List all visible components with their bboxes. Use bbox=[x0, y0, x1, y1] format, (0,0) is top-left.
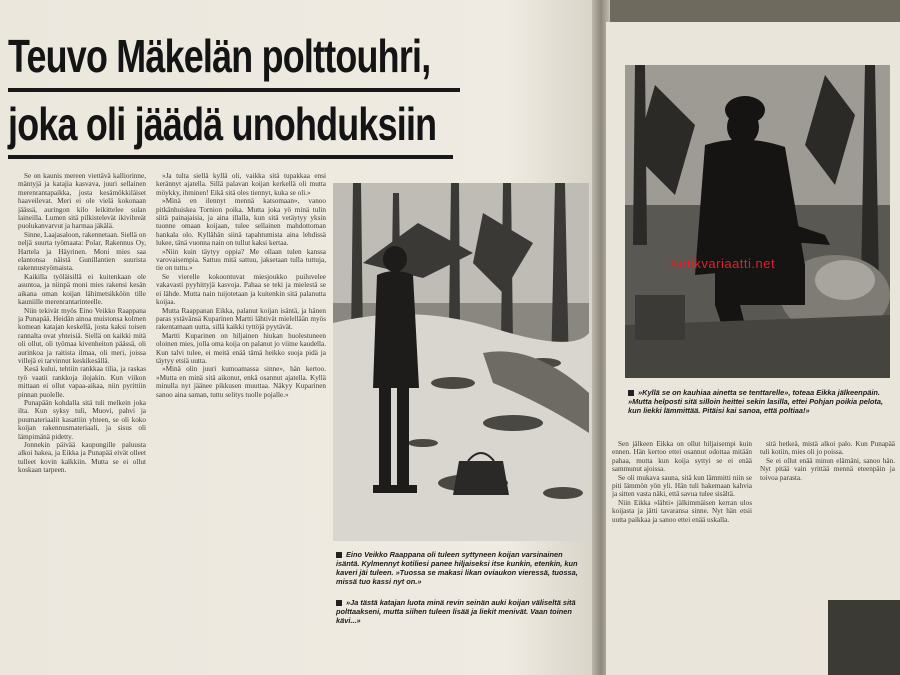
paragraph: Niin Eikka »lähti» jälkimmäisen kerran ulos koijasta ja jätti tavaransa sinne. Nyt hän etsii uutta paikkaa ja sanoo ettei enää uskalla. bbox=[612, 498, 752, 524]
paragraph: Se oli mukava sauna, sitä kun lämmitti niin se piti lämmön yön yli. Hän tuli hakemaan kahvia ja sitten vasta näki, että savua tulee sisältä. bbox=[612, 473, 752, 499]
paragraph: Kesä kului, tehtiin rankkaa tilia, ja raskas työ vaatii rankkoja ilojakin. Kun viikon mittaan ei ollut vapaa-aikaa, niin pyrittiin pinnan puolelle. bbox=[18, 365, 146, 399]
article-column-2 bbox=[156, 172, 326, 672]
paragraph: Niin tekivät myös Eino Veikko Raappana ja Punapää. Heidän ainoa muistonsa kolmen komean katajan keskellä, josta kaksi toisen rannalta ovat yhteisiä. Siellä on kaikki mitä oli ollut, oli työmaa kivenheiton päässä, oli aurinkoa ja raitista ilmaa, oli meri, joissa villejä ei tarvinnut keskikesällä. bbox=[18, 306, 146, 365]
paragraph: Punapään kohdalla sitä tuli melkein joka ilta. Kun syksy tuli, Muovi, pahvi ja puumateriaalit kasattiin yhteen, se oli koko koijan rakennusmateriaali, ja sisus oli lämpimänä pidetty. bbox=[18, 398, 146, 441]
paragraph: Sen jälkeen Eikka on ollut hiljaisempi kuin ennen. Hän kertoo ettei osannut odottaa mitään pahaa, mutta kun koija syttyi se ei enää sammunut ajoissa. bbox=[612, 440, 752, 474]
paragraph: »Ja tulta siellä kyllä oli, vaikka sitä tupakkaa ensi kerännyt ajatella. Sillä palavan koijan kerkellä oli mutta möykky, ihminen! Eikä sitä oles tiennyt, kuka se oli.» bbox=[156, 172, 326, 197]
caption-bullet bbox=[336, 552, 342, 558]
image-fragment bbox=[828, 600, 900, 675]
paragraph: »Minä olin juuri kumoamassa sinne», hän kertoo. »Mutta en minä sitä aikonut, enkä osannut ajatella. Kyllä minulla nyt jäänee pikkusen muuttaa. Näkyy Kuparinen sanoo aina saman, tuttu selitys tuolle pojalle.» bbox=[156, 365, 326, 399]
photo-caption-left bbox=[336, 550, 588, 586]
paragraph: Kaikilla työläisillä ei kuitenkaan ole asuntoa, ja niinpä moni mies rakensi kesän aikana oman koijan lähimetsikköön tille kauniille merenrantarinteelle. bbox=[18, 272, 146, 307]
photo-man-in-snowy-forest bbox=[333, 183, 589, 541]
caption-bullet bbox=[336, 600, 342, 606]
paragraph: Martti Kuparinen on hiljainen hiukan huolestuneen oloinen mies, jolla oma koija on palanut jo viime kaudella. Kun talvi tulee, ei meitä enää tämä heikko suoja pidä ja täytyy etsiä uutta. bbox=[156, 331, 326, 365]
paragraph: Se on kaunis mereen viettävä kalliorinne, mäntyjä ja katajia kasvava, juuri sellainen merenrantapaikka, josta kesämökkiläiset haaveilevat. Meri ei ole vielä kokonaan jäässä, auringon kilo leikittelee sulan laineilla. Lumen sitä pilkistelevät ikivihreät puolukanvarvut ja harmaa jäkälä. bbox=[18, 172, 146, 231]
article-column-1 bbox=[18, 172, 146, 672]
paragraph: Mutta Raappanan Eikka, palanut koijan isäntä, ja hänen paras ystävänsä Kuparinen Martti lähtivät mielellään myös rakentamaan uutta, sillä kaikki tyttöjä pyytävät. bbox=[156, 306, 326, 332]
paragraph: Sinne, Laajasaloon, rakennetaan. Siellä on neljä suurta työmaata: Polar, Rakennus Oy, Hartela ja Häyrinen. Moni mies saa elantonsa näistä Gunillantien suurista rakennustyömaista. bbox=[18, 230, 146, 273]
caption-text: Eino Veikko Raappana oli tuleen syttyneen koijan varsinainen isäntä. Kylmennyt kotiliesi panee hiljaiseksi itse kunkin, etenkin, kun kaveri jäi tuleen. »Tuossa se makasi likan oviaukon vieressä, tuossa, missä tuo kassi nyt on.» bbox=[336, 550, 578, 586]
watermark-text: Antikvariaatti.net bbox=[670, 256, 776, 271]
paragraph: »Minä en ilennyt mennä katsomaan», vanoo pitkänhuiskea Tornion poika. Mutta joka yö minä tulin siitä painajaisia, ja aina illalla, kun sitä vetäytyy yksin tuonne omaan koijaan, tulee sellainen mahdottoman hankala olo. Kyllähän siinä tapahtumista aina lehdissä lukee, tänä vuonna nain on tullut kaksi kertaa. bbox=[156, 197, 326, 248]
paragraph: Se ei ollut enää minun elämäni, sanoo hän. Nyt pitää vain yrittää mennä eteenpäin ja toivoa parasta. bbox=[760, 456, 895, 482]
caption-text: »Ja tästä katajan luota minä revin seinän auki koijan väliseltä sitä polttaakseni, mutta siihen tuleen lisää ja liekit menivät. Vaan toinen kävi...» bbox=[336, 598, 576, 625]
photo-caption-left-2 bbox=[336, 598, 588, 625]
caption-bullet bbox=[628, 390, 634, 396]
headline-underline-2 bbox=[8, 155, 453, 159]
photo-man-sitting-by-fire bbox=[625, 65, 890, 378]
paragraph: Se vierelle kokoontuvat miesjoukko puiluvelee vakavasti pyyhittyjä kasvoja. Pahaa se teki ja mielestä se ei lähde. Mutta nain tuijotetaan ja kuitenkin sitä palanutta koijaa. bbox=[156, 272, 326, 307]
paragraph: »Niin kuin täytyy oppia? Me ollaan tulen kanssa varovaisempia. Sattuu mitä sattuu, jaksetaan tulla tuttuja, tie on tuttu.» bbox=[156, 247, 326, 273]
paragraph: Jonnekin päivää kaupungille paluusta alkoi hakea, ja Eikka ja Punapää eivät olleet tulleet kovin kalkkiin. Mutta se ei ollut koskaan tarpeen. bbox=[18, 441, 146, 475]
article-column-right-2 bbox=[760, 440, 895, 600]
headline-line-2: joka oli jäädä unohduksiin bbox=[8, 98, 437, 150]
photo-caption-right bbox=[628, 388, 890, 415]
headline-line-1: Teuvo Mäkelän polttouhri, bbox=[8, 30, 431, 82]
paragraph: sitä hetkeä, mistä alkoi palo. Kun Punapää tuli kotiin, mies oli jo poissa. bbox=[760, 440, 895, 457]
article-column-right-1 bbox=[612, 440, 752, 675]
caption-text: »Kyllä se on kauhiaa ainetta se tenttarelle», toteaa Eikka jälkeenpäin. »Mutta helposti sitä silloin heittei sekin lasilla, ettei Pohjan poikia pelota, kun liekki lämmittää. Pitäisi kai sanoa, että poltiaa!» bbox=[628, 388, 884, 415]
headline-underline-1 bbox=[8, 88, 460, 92]
